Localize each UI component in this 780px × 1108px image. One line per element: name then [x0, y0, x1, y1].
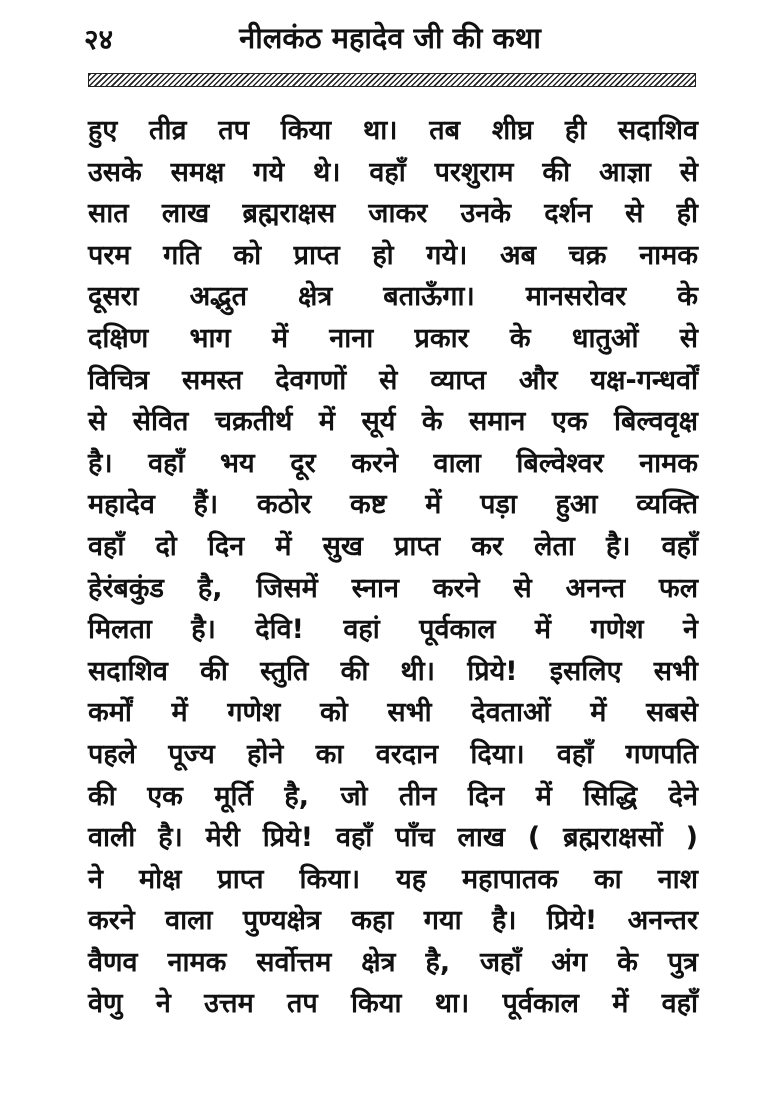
text-line: वैणव नामक सर्वोत्तम क्षेत्र है, जहाँ अंग के पुत्र — [88, 946, 698, 978]
text-line: कर्मों में गणेश को सभी देवताओं में सबसे — [88, 697, 698, 729]
text-line: पहले पूज्य होने का वरदान दिया। वहाँ गणपति — [88, 738, 698, 770]
text-line: की एक मूर्ति है, जो तीन दिन में सिद्धि देने — [88, 780, 698, 812]
text-line: दूसरा अद्भुत क्षेत्र बताऊँगा। मानसरोवर के — [88, 281, 698, 313]
text-line: है। वहाँ भय दूर करने वाला बिल्वेश्वर नामक — [88, 447, 698, 479]
text-line: से सेवित चक्रतीर्थ में सूर्य के समान एक बिल्ववृक्ष — [88, 406, 698, 438]
text-line: मिलता है। देवि! वहां पूर्वकाल में गणेश ने — [88, 614, 698, 646]
text-line: वेणु ने उत्तम तप किया था। पूर्वकाल में वहाँ — [88, 988, 698, 1020]
text-line: विचित्र समस्त देवगणों से व्याप्त और यक्ष-गन्धर्वों — [88, 364, 698, 396]
page-number: २४ — [84, 23, 114, 56]
text-line: सदाशिव की स्तुति की थी। प्रिये! इसलिए सभी — [88, 655, 698, 687]
text-line: दक्षिण भाग में नाना प्रकार के धातुओं से — [88, 322, 698, 354]
text-line: ने मोक्ष प्राप्त किया। यह महापातक का नाश — [88, 863, 698, 895]
text-line: सात लाख ब्रह्मराक्षस जाकर उनके दर्शन से ही — [88, 198, 698, 230]
text-line: वहाँ दो दिन में सुख प्राप्त कर लेता है। वहाँ — [88, 530, 698, 562]
text-line: करने वाला पुण्यक्षेत्र कहा गया है। प्रिये! अनन्तर — [88, 905, 698, 937]
text-line: हेरंबकुंड है, जिसमें स्नान करने से अनन्त फल — [88, 572, 698, 604]
body-text — [88, 110, 698, 1025]
text-line: परम गति को प्राप्त हो गये। अब चक्र नामक — [88, 239, 698, 271]
text-line: उसके समक्ष गये थे। वहाँ परशुराम की आज्ञा से — [88, 156, 698, 188]
text-line: वाली है। मेरी प्रिये! वहाँ पाँच लाख ( ब्रह्मराक्षसों ) — [88, 822, 698, 854]
hatched-divider — [88, 73, 696, 87]
text-line: महादेव हैं। कठोर कष्ट में पड़ा हुआ व्यक्ति — [88, 489, 698, 521]
text-line: हुए तीव्र तप किया था। तब शीघ्र ही सदाशिव — [88, 115, 698, 146]
running-title: नीलकंठ महादेव जी की कथा — [239, 21, 541, 55]
